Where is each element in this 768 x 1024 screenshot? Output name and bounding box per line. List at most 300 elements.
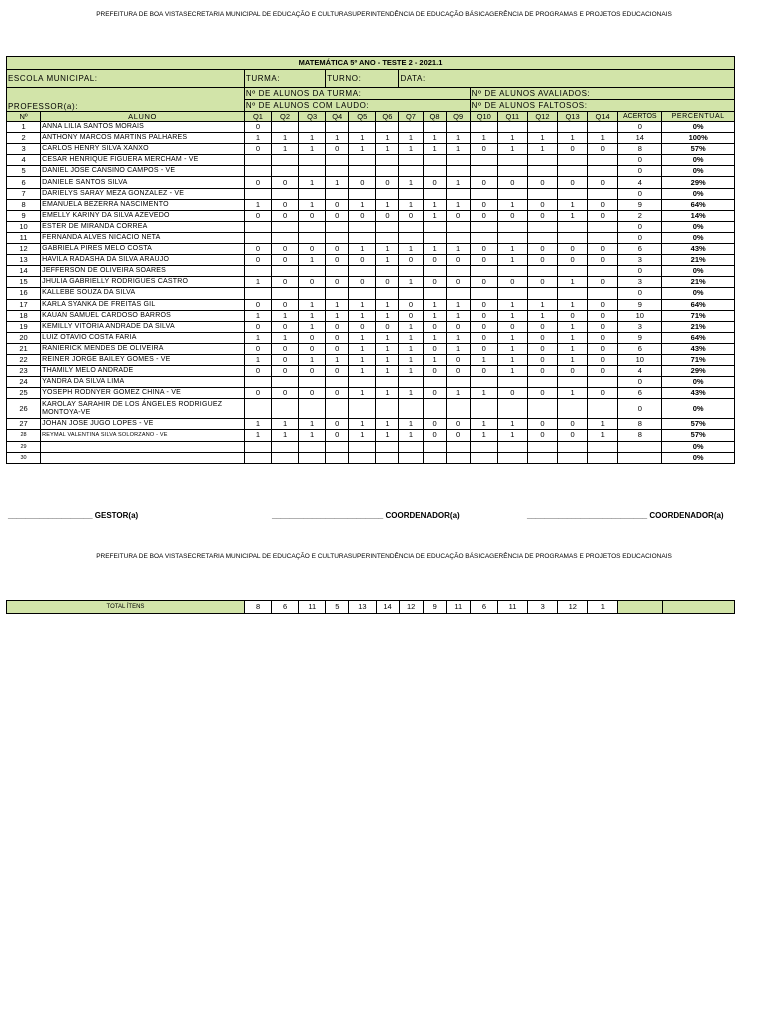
answer-cell: 0 xyxy=(527,177,557,188)
col-header: Nº xyxy=(7,112,41,122)
answer-cell: 0 xyxy=(326,144,349,155)
total-cell: 6 xyxy=(470,601,497,614)
percentual-cell: 71% xyxy=(662,310,735,321)
answer-cell: 0 xyxy=(399,255,423,266)
answer-cell xyxy=(349,221,376,232)
col-header: Q2 xyxy=(272,112,299,122)
answer-cell: 0 xyxy=(299,343,326,354)
answer-cell: 1 xyxy=(376,343,399,354)
answer-cell: 1 xyxy=(272,332,299,343)
answer-cell: 1 xyxy=(399,277,423,288)
answer-cell: 1 xyxy=(244,199,271,210)
answer-cell: 0 xyxy=(527,277,557,288)
answer-cell: 0 xyxy=(527,388,557,399)
student-name: THAMILY MELO ANDRADE xyxy=(41,366,245,377)
answer-cell: 0 xyxy=(272,343,299,354)
answer-cell xyxy=(423,452,446,463)
answer-cell xyxy=(399,166,423,177)
answer-cell: 0 xyxy=(272,354,299,365)
student-row xyxy=(7,366,735,377)
answer-cell xyxy=(299,221,326,232)
total-cell: 13 xyxy=(349,601,376,614)
answer-cell: 0 xyxy=(299,366,326,377)
answer-cell: 1 xyxy=(497,144,527,155)
alunos-laudo-label: Nº DE ALUNOS COM LAUDO: xyxy=(244,100,470,112)
answer-cell: 0 xyxy=(349,321,376,332)
acertos-cell: 0 xyxy=(618,232,662,243)
acertos-cell: 3 xyxy=(618,321,662,332)
percentual-cell: 0% xyxy=(662,188,735,199)
answer-cell xyxy=(557,122,587,133)
answer-cell xyxy=(446,399,470,419)
answer-cell: 0 xyxy=(527,332,557,343)
answer-cell xyxy=(399,441,423,452)
answer-cell xyxy=(272,377,299,388)
acertos-cell: 0 xyxy=(618,155,662,166)
answer-cell xyxy=(470,266,497,277)
student-row xyxy=(7,388,735,399)
answer-cell xyxy=(588,122,618,133)
col-header: Q3 xyxy=(299,112,326,122)
answer-cell xyxy=(326,122,349,133)
total-cell: 1 xyxy=(588,601,618,614)
answer-cell xyxy=(423,441,446,452)
answer-cell xyxy=(349,122,376,133)
answer-cell xyxy=(399,266,423,277)
answer-cell: 0 xyxy=(423,430,446,441)
answer-cell xyxy=(399,221,423,232)
answer-cell: 1 xyxy=(557,321,587,332)
percentual-cell: 21% xyxy=(662,255,735,266)
student-row xyxy=(7,133,735,144)
answer-cell: 0 xyxy=(557,419,587,430)
totals-label: TOTAL ÍTENS xyxy=(7,601,245,614)
answer-cell: 1 xyxy=(446,343,470,354)
student-number: 14 xyxy=(7,266,41,277)
answer-cell xyxy=(527,399,557,419)
acertos-cell: 0 xyxy=(618,188,662,199)
answer-cell: 1 xyxy=(299,299,326,310)
answer-cell xyxy=(244,221,271,232)
answer-cell: 1 xyxy=(557,277,587,288)
answer-cell xyxy=(272,452,299,463)
col-header: Q5 xyxy=(349,112,376,122)
answer-cell: 0 xyxy=(470,199,497,210)
answer-cell xyxy=(349,166,376,177)
total-cell: 9 xyxy=(423,601,446,614)
answer-cell xyxy=(376,452,399,463)
percentual-cell: 100% xyxy=(662,133,735,144)
answer-cell: 0 xyxy=(326,255,349,266)
answer-cell xyxy=(527,221,557,232)
student-number: 6 xyxy=(7,177,41,188)
answer-cell: 0 xyxy=(470,366,497,377)
student-number: 12 xyxy=(7,244,41,255)
answer-cell xyxy=(557,399,587,419)
answer-cell xyxy=(244,188,271,199)
answer-cell xyxy=(446,166,470,177)
answer-cell: 0 xyxy=(527,255,557,266)
answer-cell: 0 xyxy=(497,321,527,332)
answer-cell: 1 xyxy=(244,310,271,321)
acertos-cell: 10 xyxy=(618,310,662,321)
answer-cell xyxy=(588,166,618,177)
answer-cell: 0 xyxy=(588,255,618,266)
student-name: REINER JORGE BAILEY GOMES - VE xyxy=(41,354,245,365)
answer-cell: 0 xyxy=(470,144,497,155)
col-header: Q13 xyxy=(557,112,587,122)
answer-cell xyxy=(272,266,299,277)
col-header: Q8 xyxy=(423,112,446,122)
col-header: Q12 xyxy=(527,112,557,122)
answer-cell: 0 xyxy=(376,277,399,288)
answer-cell xyxy=(527,122,557,133)
sheet-title: MATEMÁTICA 5º ANO - TESTE 2 - 2021.1 xyxy=(7,57,735,70)
student-row xyxy=(7,232,735,243)
answer-cell: 1 xyxy=(497,199,527,210)
student-name: DANIEL JOSE CANSINO CAMPOS - VE xyxy=(41,166,245,177)
student-number: 18 xyxy=(7,310,41,321)
answer-cell: 0 xyxy=(588,332,618,343)
coordenador-signature-2 xyxy=(527,511,724,520)
acertos-cell: 14 xyxy=(618,133,662,144)
student-row xyxy=(7,288,735,299)
answer-cell xyxy=(376,441,399,452)
answer-cell: 1 xyxy=(446,177,470,188)
student-row xyxy=(7,177,735,188)
answer-cell: 0 xyxy=(349,177,376,188)
col-header: PERCENTUAL xyxy=(662,112,735,122)
student-name: EMELLY KARINY DA SILVA AZEVEDO xyxy=(41,210,245,221)
answer-cell xyxy=(497,288,527,299)
student-name: DANIELE SANTOS SILVA xyxy=(41,177,245,188)
answer-cell xyxy=(376,166,399,177)
answer-cell: 0 xyxy=(497,277,527,288)
answer-cell xyxy=(272,288,299,299)
answer-cell xyxy=(588,221,618,232)
answer-cell: 0 xyxy=(446,366,470,377)
answer-cell: 0 xyxy=(423,388,446,399)
total-cell: 11 xyxy=(497,601,527,614)
answer-cell: 0 xyxy=(244,122,271,133)
percentual-cell: 0% xyxy=(662,452,735,463)
answer-cell: 1 xyxy=(497,255,527,266)
answer-cell xyxy=(244,452,271,463)
answer-cell: 1 xyxy=(399,343,423,354)
answer-cell: 0 xyxy=(527,430,557,441)
gestor-line: ___________________ xyxy=(8,511,93,520)
total-cell: 11 xyxy=(446,601,470,614)
answer-cell: 0 xyxy=(588,299,618,310)
total-cell: 3 xyxy=(528,601,558,614)
answer-cell: 1 xyxy=(423,244,446,255)
answer-cell xyxy=(527,288,557,299)
percentual-cell: 0% xyxy=(662,399,735,419)
answer-cell: 1 xyxy=(557,332,587,343)
student-name: CESAR HENRIQUE FIGUERA MERCHAM - VE xyxy=(41,155,245,166)
answer-cell xyxy=(299,288,326,299)
answer-cell: 1 xyxy=(376,354,399,365)
answer-cell: 0 xyxy=(588,321,618,332)
coordenador-signature-1 xyxy=(272,511,460,520)
answer-cell: 1 xyxy=(423,199,446,210)
answer-cell: 1 xyxy=(376,366,399,377)
answer-cell xyxy=(557,441,587,452)
answer-cell: 1 xyxy=(349,144,376,155)
col-header: Q1 xyxy=(244,112,271,122)
answer-cell: 0 xyxy=(272,177,299,188)
answer-cell xyxy=(326,441,349,452)
acertos-cell: 8 xyxy=(618,430,662,441)
answer-cell xyxy=(272,221,299,232)
answer-cell: 1 xyxy=(527,133,557,144)
answer-cell: 1 xyxy=(470,388,497,399)
student-row xyxy=(7,419,735,430)
answer-cell xyxy=(588,155,618,166)
student-number: 10 xyxy=(7,221,41,232)
student-name: EMANUELA BEZERRA NASCIMENTO xyxy=(41,199,245,210)
answer-cell: 1 xyxy=(423,332,446,343)
answer-cell: 1 xyxy=(244,354,271,365)
answer-cell xyxy=(326,166,349,177)
answer-cell: 0 xyxy=(423,419,446,430)
student-number: 16 xyxy=(7,288,41,299)
answer-cell: 1 xyxy=(349,343,376,354)
answer-cell xyxy=(557,221,587,232)
answer-cell xyxy=(470,288,497,299)
answer-cell xyxy=(326,266,349,277)
answer-cell: 0 xyxy=(399,299,423,310)
answer-cell: 1 xyxy=(470,419,497,430)
student-row xyxy=(7,122,735,133)
answer-cell xyxy=(376,377,399,388)
student-row xyxy=(7,199,735,210)
answer-cell: 1 xyxy=(299,133,326,144)
answer-cell xyxy=(349,441,376,452)
student-number: 2 xyxy=(7,133,41,144)
answer-cell xyxy=(423,232,446,243)
col-header: Q10 xyxy=(470,112,497,122)
answer-cell xyxy=(527,188,557,199)
answer-cell: 1 xyxy=(399,321,423,332)
student-name: JHULIA GABRIELLY RODRIGUES CASTRO xyxy=(41,277,245,288)
alunos-faltosos-label: Nº DE ALUNOS FALTOSOS: xyxy=(470,100,734,112)
acertos-cell: 0 xyxy=(618,288,662,299)
answer-cell: 1 xyxy=(349,419,376,430)
answer-cell: 1 xyxy=(399,133,423,144)
answer-cell: 0 xyxy=(423,343,446,354)
answer-cell: 0 xyxy=(588,277,618,288)
answer-cell: 1 xyxy=(244,419,271,430)
acertos-cell: 6 xyxy=(618,343,662,354)
answer-cell: 1 xyxy=(272,133,299,144)
answer-cell xyxy=(376,122,399,133)
answer-cell: 0 xyxy=(527,244,557,255)
answer-cell xyxy=(399,399,423,419)
answer-cell: 1 xyxy=(349,244,376,255)
percentual-cell: 57% xyxy=(662,430,735,441)
answer-cell xyxy=(326,377,349,388)
answer-cell: 0 xyxy=(272,299,299,310)
answer-cell: 0 xyxy=(588,177,618,188)
answer-cell: 1 xyxy=(376,310,399,321)
answer-cell xyxy=(399,155,423,166)
student-name xyxy=(41,452,245,463)
answer-cell: 1 xyxy=(244,133,271,144)
answer-cell: 1 xyxy=(446,299,470,310)
answer-cell xyxy=(588,377,618,388)
answer-cell: 1 xyxy=(446,388,470,399)
answer-cell: 0 xyxy=(423,277,446,288)
answer-cell xyxy=(399,288,423,299)
answer-cell xyxy=(272,155,299,166)
answer-cell: 1 xyxy=(326,299,349,310)
total-cell: 5 xyxy=(326,601,349,614)
answer-cell: 0 xyxy=(446,210,470,221)
percentual-cell: 0% xyxy=(662,441,735,452)
answer-cell: 1 xyxy=(557,210,587,221)
answer-cell xyxy=(299,166,326,177)
answer-cell: 1 xyxy=(423,144,446,155)
answer-cell: 1 xyxy=(446,133,470,144)
answer-cell xyxy=(376,188,399,199)
gestor-signature xyxy=(8,511,138,520)
student-row xyxy=(7,255,735,266)
answer-cell: 1 xyxy=(349,133,376,144)
col-header: ACERTOS xyxy=(618,112,662,122)
answer-cell: 0 xyxy=(588,210,618,221)
answer-cell xyxy=(244,288,271,299)
answer-cell: 1 xyxy=(376,419,399,430)
answer-cell xyxy=(423,155,446,166)
answer-cell: 1 xyxy=(557,354,587,365)
percentual-cell: 43% xyxy=(662,244,735,255)
answer-cell: 0 xyxy=(272,321,299,332)
answer-cell: 1 xyxy=(497,366,527,377)
percentual-cell: 0% xyxy=(662,122,735,133)
answer-cell: 1 xyxy=(399,388,423,399)
student-number: 1 xyxy=(7,122,41,133)
col-header: Q14 xyxy=(588,112,618,122)
answer-cell: 1 xyxy=(497,430,527,441)
answer-cell xyxy=(588,232,618,243)
answer-cell xyxy=(497,166,527,177)
student-row xyxy=(7,277,735,288)
acertos-cell: 3 xyxy=(618,277,662,288)
student-number: 8 xyxy=(7,199,41,210)
answer-cell: 0 xyxy=(527,354,557,365)
answer-cell: 1 xyxy=(376,430,399,441)
answer-cell xyxy=(244,155,271,166)
answer-cell xyxy=(446,232,470,243)
answer-cell: 0 xyxy=(527,321,557,332)
percentual-cell: 64% xyxy=(662,332,735,343)
answer-cell: 1 xyxy=(326,354,349,365)
total-empty-cell xyxy=(662,601,734,614)
answer-cell xyxy=(349,188,376,199)
answer-cell: 1 xyxy=(588,430,618,441)
answer-cell: 0 xyxy=(557,177,587,188)
answer-cell: 0 xyxy=(470,277,497,288)
student-number: 4 xyxy=(7,155,41,166)
answer-cell: 0 xyxy=(588,366,618,377)
answer-cell xyxy=(470,452,497,463)
answer-cell xyxy=(470,166,497,177)
answer-cell: 0 xyxy=(326,430,349,441)
acertos-cell xyxy=(618,441,662,452)
answer-cell xyxy=(376,221,399,232)
answer-cell: 0 xyxy=(470,177,497,188)
coordenador-line-2: ___________________________ xyxy=(527,511,648,520)
student-name: YANDRA DA SILVA LIMA xyxy=(41,377,245,388)
answer-cell: 1 xyxy=(272,310,299,321)
answer-cell: 0 xyxy=(446,419,470,430)
percentual-cell: 0% xyxy=(662,266,735,277)
answer-cell xyxy=(588,452,618,463)
answer-cell xyxy=(446,122,470,133)
student-number: 23 xyxy=(7,366,41,377)
answer-cell: 1 xyxy=(376,299,399,310)
answer-cell: 1 xyxy=(399,332,423,343)
answer-cell xyxy=(272,166,299,177)
col-header: Q7 xyxy=(399,112,423,122)
total-cell: 11 xyxy=(299,601,326,614)
answer-cell: 1 xyxy=(446,332,470,343)
answer-cell xyxy=(497,232,527,243)
answer-cell xyxy=(349,377,376,388)
answer-cell: 1 xyxy=(349,354,376,365)
answer-cell: 1 xyxy=(423,133,446,144)
answer-cell: 0 xyxy=(299,277,326,288)
answer-cell: 1 xyxy=(399,430,423,441)
answer-cell: 0 xyxy=(557,310,587,321)
answer-cell xyxy=(349,452,376,463)
answer-cell xyxy=(272,399,299,419)
answer-cell: 1 xyxy=(497,299,527,310)
answer-cell: 0 xyxy=(326,366,349,377)
answer-cell xyxy=(376,232,399,243)
answer-cell xyxy=(527,441,557,452)
answer-cell: 0 xyxy=(244,210,271,221)
answer-cell xyxy=(446,188,470,199)
answer-cell: 1 xyxy=(376,255,399,266)
student-number: 27 xyxy=(7,419,41,430)
answer-cell: 0 xyxy=(272,277,299,288)
answer-cell xyxy=(423,166,446,177)
answer-cell: 1 xyxy=(446,310,470,321)
answer-cell: 0 xyxy=(244,255,271,266)
answer-cell xyxy=(470,155,497,166)
answer-cell xyxy=(299,452,326,463)
answer-cell: 0 xyxy=(376,177,399,188)
answer-cell xyxy=(446,155,470,166)
student-row xyxy=(7,299,735,310)
answer-cell xyxy=(423,377,446,388)
answer-cell xyxy=(376,399,399,419)
answer-cell: 0 xyxy=(244,299,271,310)
answer-cell xyxy=(497,122,527,133)
coordenador-label-2: COORDENADOR(a) xyxy=(649,511,724,520)
student-row xyxy=(7,377,735,388)
answer-cell: 1 xyxy=(299,419,326,430)
answer-cell: 1 xyxy=(299,144,326,155)
answer-cell: 0 xyxy=(588,310,618,321)
student-number: 20 xyxy=(7,332,41,343)
answer-cell: 1 xyxy=(349,299,376,310)
student-number: 28 xyxy=(7,430,41,441)
percentual-cell: 29% xyxy=(662,366,735,377)
gestor-label: GESTOR(a) xyxy=(94,511,139,520)
